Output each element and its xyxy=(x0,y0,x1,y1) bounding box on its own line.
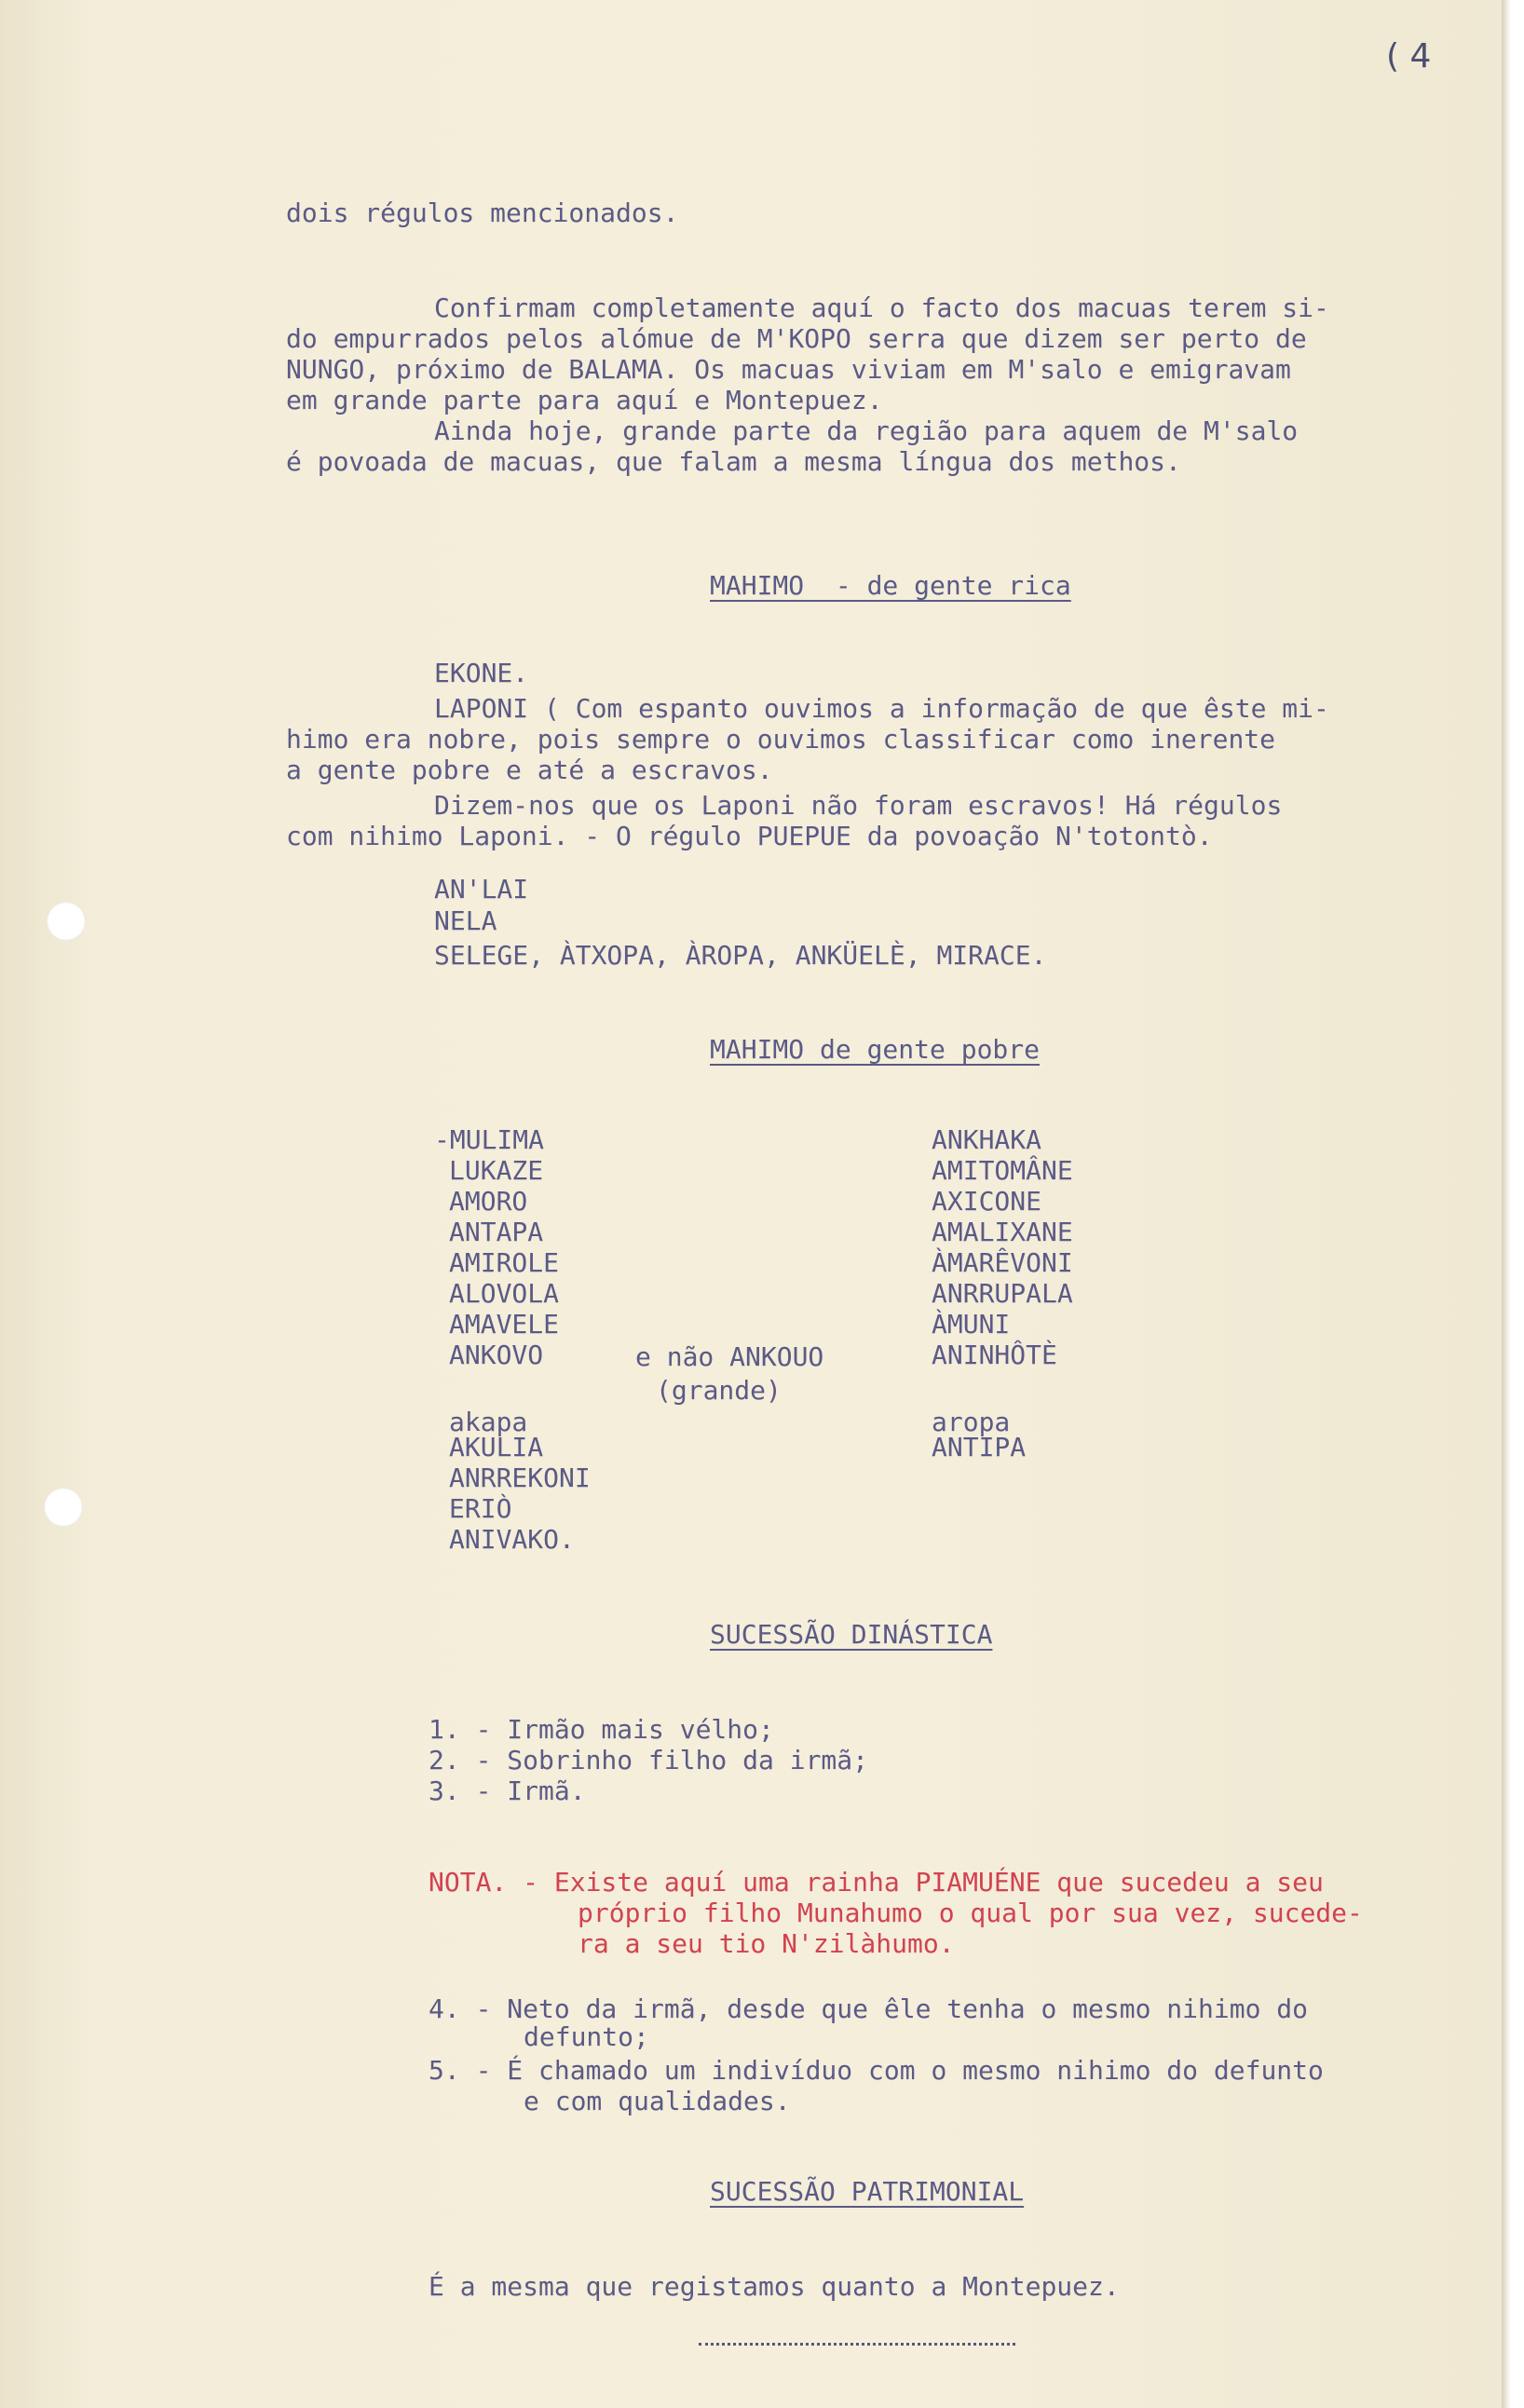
pobre-left-item: -MULIMA xyxy=(434,1124,545,1155)
page-edge xyxy=(1502,0,1524,2408)
intro-p1-line: em grande parte para aquí e Montepuez. xyxy=(286,385,883,415)
pobre-right-item: AXICONE xyxy=(932,1186,1042,1217)
section-title-rica: MAHIMO - de gente rica xyxy=(710,570,1071,601)
pobre-left-item: ALOVOLA xyxy=(449,1278,560,1309)
pobre-left-item: ANRREKONI xyxy=(449,1462,591,1493)
nota-line: NOTA. - Existe aquí uma rainha PIAMUÉNE que sucedeu a seu xyxy=(429,1867,1324,1898)
rica-name: AN'LAI xyxy=(434,874,529,905)
pobre-left-item: AMIROLE xyxy=(449,1247,560,1278)
punch-hole-top xyxy=(47,902,86,941)
intro-p1-line: Confirmam completamente aquí o facto dos macuas terem si- xyxy=(434,292,1329,323)
patrimonial-text: É a mesma que registamos quanto a Montepuez. xyxy=(429,2271,1120,2302)
rica-line: com nihimo Laponi. - O régulo PUEPUE da povoação N'totontò. xyxy=(286,821,1213,851)
succession-item: 3. - Irmã. xyxy=(429,1775,586,1806)
pobre-right-item: ANKHAKA xyxy=(932,1124,1042,1155)
end-separator xyxy=(699,2343,1015,2346)
pobre-right-item: ANRRUPALA xyxy=(932,1278,1073,1309)
pobre-right-item: AMALIXANE xyxy=(932,1217,1073,1247)
pobre-left-item: ANTAPA xyxy=(449,1217,544,1247)
pobre-left-item: AMAVELE xyxy=(449,1309,560,1340)
rica-name-list: SELEGE, ÀTXOPA, ÀROPA, ANKÜELÈ, MIRACE. xyxy=(434,940,1047,971)
rica-line: a gente pobre e até a escravos. xyxy=(286,755,773,785)
succession-item: 2. - Sobrinho filho da irmã; xyxy=(429,1745,869,1775)
pobre-left-item: ANKOVO xyxy=(449,1340,544,1370)
nota-line: ra a seu tio N'zilàhumo. xyxy=(578,1928,955,1959)
pobre-right-item: ÀMARÊVONI xyxy=(932,1247,1073,1278)
intro-p1-line: do empurrados pelos alómue de M'KOPO serra que dizem ser perto de xyxy=(286,323,1307,354)
pobre-right-item: ANINHÔTÈ xyxy=(932,1340,1057,1370)
nota-line: próprio filho Munahumo o qual por sua vez, sucede- xyxy=(578,1898,1363,1928)
pobre-left-item: AKULIA xyxy=(449,1432,544,1462)
section-title-dinastica: SUCESSÃO DINÁSTICA xyxy=(710,1619,993,1650)
pobre-left-item: ERIÒ xyxy=(449,1493,512,1524)
pobre-left-item: AMORO xyxy=(449,1186,528,1217)
pobre-left-item: LUKAZE xyxy=(449,1155,544,1186)
rica-name: NELA xyxy=(434,905,497,936)
succession-item: 5. - É chamado um indivíduo com o mesmo nihimo do defunto xyxy=(429,2055,1324,2086)
rica-line: LAPONI ( Com espanto ouvimos a informação de que êste mi- xyxy=(434,693,1329,724)
pobre-right-item: ANTIPA xyxy=(932,1432,1027,1462)
page-number: ( 4 xyxy=(1386,37,1432,75)
pobre-right-item: aropa xyxy=(932,1407,1011,1437)
pobre-right-item: AMITOMÂNE xyxy=(932,1155,1073,1186)
intro-line: dois régulos mencionados. xyxy=(286,197,679,228)
succession-item: 1. - Irmão mais vélho; xyxy=(429,1714,774,1745)
pobre-right-item: ÀMUNI xyxy=(932,1309,1011,1340)
ankovo-note: e não ANKOUO xyxy=(635,1341,824,1372)
intro-p2-line: Ainda hoje, grande parte da região para aquem de M'salo xyxy=(434,415,1299,446)
rica-line: Dizem-nos que os Laponi não foram escravos! Há régulos xyxy=(434,790,1283,821)
punch-hole-bottom xyxy=(44,1488,83,1527)
pobre-left-item: ANIVAKO. xyxy=(449,1524,575,1555)
succession-item: defunto; xyxy=(524,2021,649,2052)
succession-item: e com qualidades. xyxy=(524,2086,791,2116)
ankovo-note: (grande) xyxy=(656,1375,782,1406)
intro-p1-line: NUNGO, próximo de BALAMA. Os macuas viviam em M'salo e emigravam xyxy=(286,354,1291,385)
section-title-pobre: MAHIMO de gente pobre xyxy=(710,1034,1041,1065)
rica-line: himo era nobre, pois sempre o ouvimos classificar como inerente xyxy=(286,724,1276,755)
rica-line: EKONE. xyxy=(434,658,529,688)
section-title-patrimonial: SUCESSÃO PATRIMONIAL xyxy=(710,2176,1025,2207)
succession-item: 4. - Neto da irmã, desde que êle tenha o mesmo nihimo do xyxy=(429,1993,1309,2024)
intro-p2-line: é povoada de macuas, que falam a mesma língua dos methos. xyxy=(286,446,1181,477)
pobre-left-item: akapa xyxy=(449,1407,528,1437)
